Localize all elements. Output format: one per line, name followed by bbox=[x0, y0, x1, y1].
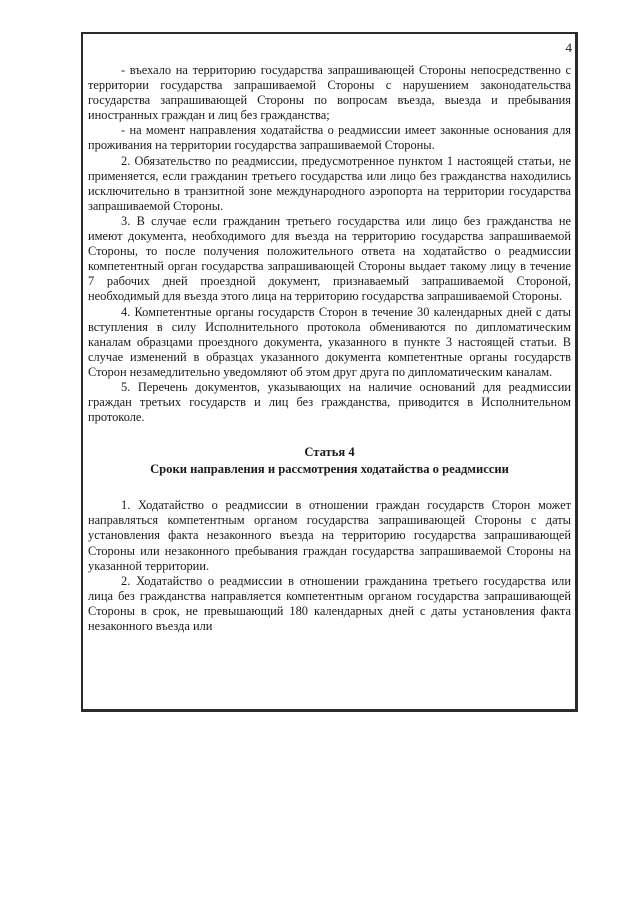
article-title: Сроки направления и рассмотрения ходатайства о реадмиссии bbox=[150, 462, 509, 477]
paragraph: - въехало на территорию государства запрашивающей Стороны непосредственно с территории государства запрашиваемой Стороны с нарушением законодательства государства запрашивающей Стороны по вопросам въезда, выезда и пребывания иностранных граждан и лиц без гражданства; bbox=[88, 63, 571, 123]
paragraph: 5. Перечень документов, указывающих на наличие оснований для реадмиссии граждан третьих государств и лиц без гражданства, приводится в Исполнительном протоколе. bbox=[88, 379, 571, 425]
page-number: 4 bbox=[565, 40, 572, 55]
article-number: Статья 4 bbox=[304, 445, 355, 460]
paragraph: 3. В случае если гражданин третьего государства или лицо без гражданства не имеют документа, необходимого для въезда на территорию государства запрашиваемой Стороны, то после получения положительного ответа на ходатайство о реадмиссии компетентный орган государства запрашивающей Стороны выдает такому лицу в течение 7 рабочих дней проездной документ, признаваемый запрашиваемой Стороной, необходимый для въезда этого лица на территорию государства запрашиваемой Стороны. bbox=[88, 213, 571, 304]
document-body bbox=[88, 63, 571, 634]
paragraph: - на момент направления ходатайства о реадмиссии имеет законные основания для проживания на территории государства запрашиваемой Стороны. bbox=[88, 123, 571, 153]
paragraph: 1. Ходатайство о реадмиссии в отношении граждан государств Сторон может направляться компетентным органом государства запрашивающей Стороны с даты установления факта незаконного въезда на территорию государства запрашивающей Стороны или незаконного пребывания граждан государства запрашиваемой Стороны на указанной территории. bbox=[88, 498, 571, 573]
paragraph: 2. Обязательство по реадмиссии, предусмотренное пунктом 1 настоящей статьи, не применяется, если гражданин третьего государства или лицо без гражданства находились исключительно в транзитной зоне международного аэропорта на территории государства запрашиваемой Стороны. bbox=[88, 153, 571, 213]
article-heading bbox=[88, 444, 571, 478]
paragraph: 4. Компетентные органы государств Сторон в течение 30 календарных дней с даты вступления в силу Исполнительного протокола обмениваются по дипломатическим каналам образцами проездного документа, указанного в пункте 3 настоящей статьи. В случае изменений в образцах указанного документа компетентные органы государств Сторон незамедлительно уведомляют об этом друг друга по дипломатическим каналам. bbox=[88, 304, 571, 379]
article-paragraphs bbox=[88, 498, 571, 634]
paragraph: 2. Ходатайство о реадмиссии в отношении гражданина третьего государства или лица без гражданства направляется компетентным органом государства запрашивающей Стороны в срок, не превышающий 180 календарных дней с даты установления факта незаконного въезда или bbox=[88, 573, 571, 633]
